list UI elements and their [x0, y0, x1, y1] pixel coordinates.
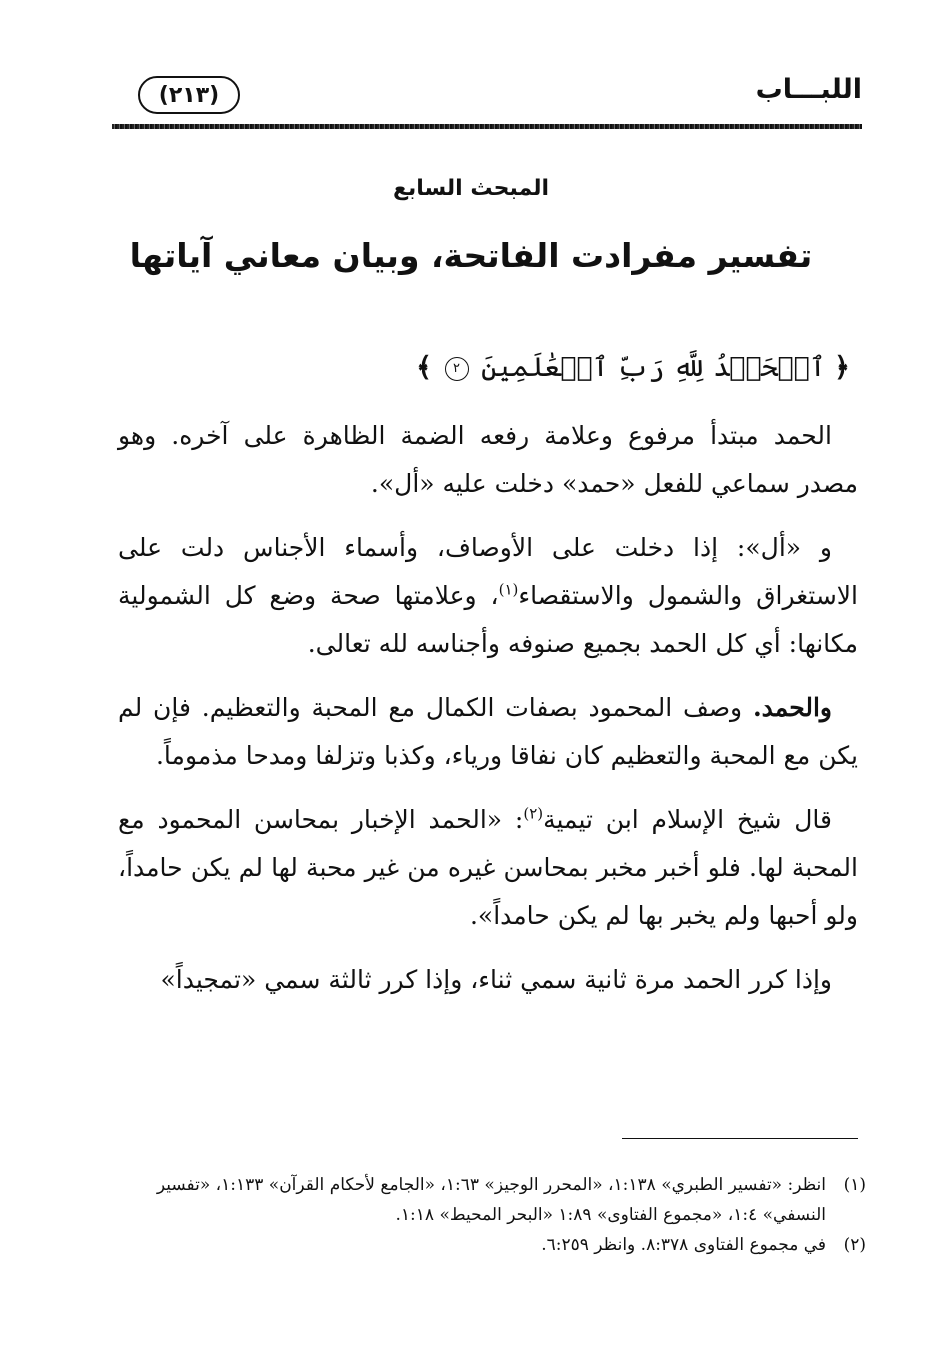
paragraph-4-text-b: : «الحمد الإخبار بمحاسن المحمود مع المحبة لها. فلو أخبر مخبر بمحاسن غيره من غير محبة لها لم يكن حامداً، ولو أحبها ولم يخبر بها لم يكن حامداً».: [118, 805, 858, 930]
verse-open-bracket: ﴿: [834, 352, 850, 383]
verse-text: ٱلۡحَمۡدُ لِلَّهِ رَبِّ ٱلۡعَٰلَمِينَ: [481, 352, 826, 383]
header-rule: [112, 124, 862, 129]
footnote-ref-1: (١): [498, 580, 519, 599]
paragraph-1: الحمد مبتدأ مرفوع وعلامة رفعه الضمة الظاهرة على آخره. وهو مصدر سماعي للفعل «حمد» دخلت عليه «أل».: [118, 421, 858, 498]
paragraph-2-text-a: و «أل»: إذا دخلت على الأوصاف، وأسماء الأجناس دلت على الاستغراق والشمول والاستقصاء: [118, 533, 858, 610]
ayah-number-marker: ٢: [445, 357, 469, 381]
paragraph-4-text-a: قال شيخ الإسلام ابن تيمية: [543, 805, 833, 834]
paragraph-2-text-b: ، وعلامتها صحة وضع كل الشمولية مكانها: أي كل الحمد بجميع صنوفه وأجناسه لله تعالى.: [118, 581, 858, 658]
footnote-2: [114, 1230, 866, 1260]
page-number-badge: (٢١٣): [138, 76, 240, 114]
paragraph-4: [118, 796, 858, 940]
footnote-1: [114, 1170, 866, 1230]
footnote-1-text: انظر: «تفسير الطبري» ١:١٣٨، «المحرر الوجيز» ١:٦٣، «الجامع لأحكام القرآن» ١:١٣٣، «تفسير النسفي» ١:٤، «مجموع الفتاوى» ١:٨٩ «البحر المحيط» ١:١٨.: [156, 1175, 826, 1225]
footnote-2-mark: (٢): [843, 1235, 866, 1255]
footnote-1-mark: (١): [843, 1175, 866, 1195]
body-text: [118, 412, 858, 1020]
paragraph-2: [118, 524, 858, 668]
page-header: [112, 70, 862, 130]
main-title: تفسير مفرادت الفاتحة، وبيان معاني آياتها: [129, 236, 813, 275]
footnote-separator: [622, 1138, 858, 1139]
paragraph-3-lead: والحمد.: [752, 693, 832, 722]
running-title: اللبـــاب: [755, 74, 862, 105]
section-label: المبحث السابع: [392, 176, 550, 201]
paragraph-3: [118, 684, 858, 780]
verse-close-bracket: ﴾: [416, 352, 432, 383]
quran-verse: [416, 352, 850, 383]
footnote-2-text: في مجموع الفتاوى ٨:٣٧٨. وانظر ٦:٢٥٩.: [541, 1235, 826, 1255]
paragraph-5: وإذا كرر الحمد مرة ثانية سمي ثناء، وإذا كرر ثالثة سمي «تمجيداً»: [160, 965, 832, 994]
paragraph-3-text: وصف المحمود بصفات الكمال مع المحبة والتعظيم. فإن لم يكن مع المحبة والتعظيم كان نفاقا ورياء، وكذبا وتزلفا ومدحا مذموماً.: [118, 693, 858, 770]
footnote-ref-2: (٢): [523, 804, 544, 823]
footnotes: [114, 1170, 866, 1260]
